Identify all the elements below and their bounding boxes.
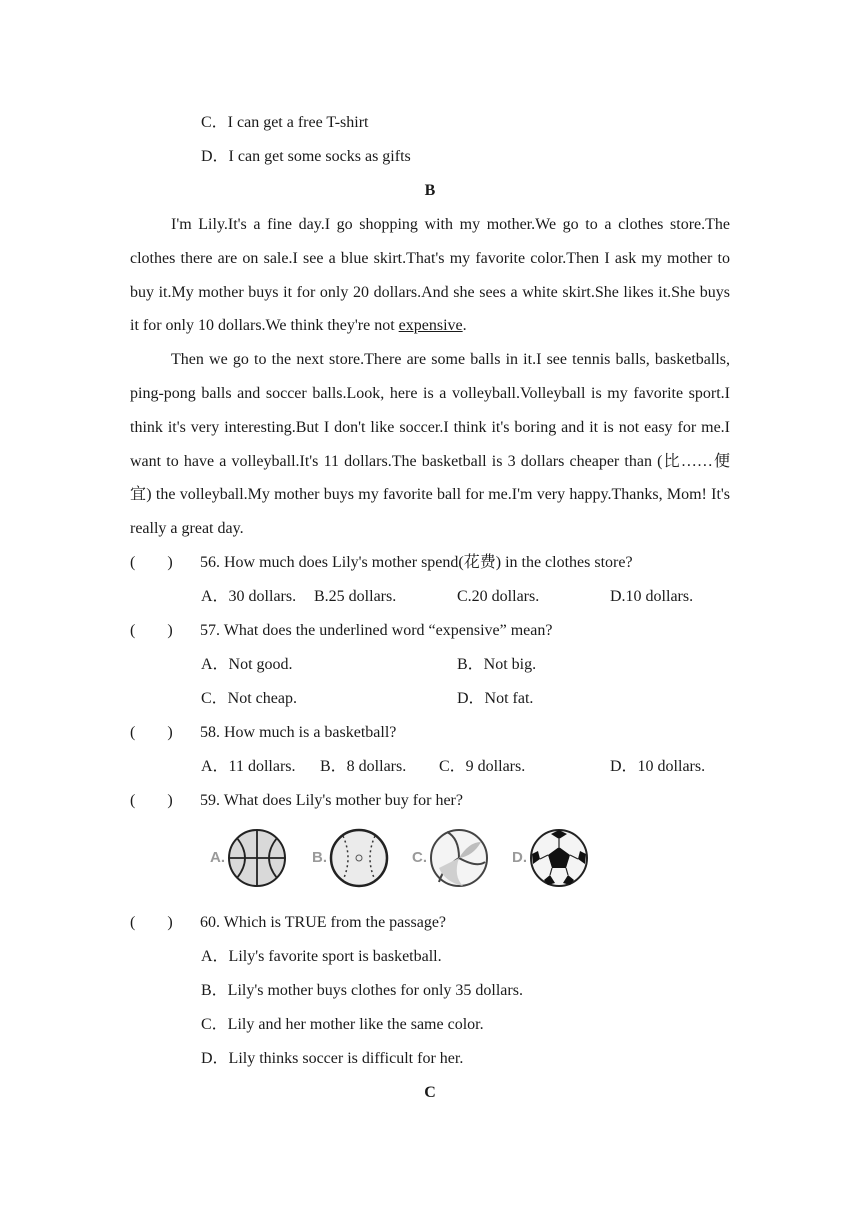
option-b: B．Not big. (457, 655, 537, 673)
question-59-pictures (130, 818, 730, 906)
option-c: C．Lily and her mother like the same color. (201, 1015, 484, 1033)
question-text: 59. What does Lily's mother buy for her? (200, 791, 463, 809)
option-b: B.25 dollars. (314, 587, 397, 605)
question-57-options-row1 (130, 648, 730, 682)
option-d: D．Not fat. (457, 689, 534, 707)
question-58-options (130, 750, 730, 784)
question-text: 58. How much is a basketball? (200, 723, 397, 741)
exam-page (130, 106, 730, 1110)
passage-paragraph-1: I'm Lily.It's a fine day.I go shopping with my mother.We go to a clothes store.The clothes there are on sale.I see a blue skirt.That's my favorite color.Then I ask my mother to buy it.My mother buys it for only 20 dollars.And she sees a white skirt.She likes it.She buys it for only 10 dollars.We think they're not expensive. (130, 216, 730, 335)
option-d: D.10 dollars. (610, 587, 694, 605)
option-b: B．Lily's mother buys clothes for only 35 dollars. (201, 981, 523, 999)
question-59 (130, 784, 730, 818)
prev-option-c: C．I can get a free T-shirt (201, 114, 369, 131)
section-heading-c: C (424, 1083, 436, 1101)
question-56-options (130, 580, 730, 614)
picture-option-c (412, 828, 489, 888)
picture-label: D. (512, 849, 527, 867)
answer-blank[interactable]: ( ) (130, 791, 173, 809)
question-56 (130, 546, 730, 580)
section-heading-b: B (424, 182, 436, 199)
option-c: C．Not cheap. (201, 689, 297, 707)
option-a: A．Not good. (201, 655, 293, 673)
option-d: D．Lily thinks soccer is difficult for her. (201, 1049, 464, 1067)
option-a: A．30 dollars. (201, 587, 297, 605)
picture-label: C. (412, 849, 427, 867)
question-text: 56. How much does Lily's mother spend(花费) in the clothes store? (200, 553, 633, 571)
picture-option-b (312, 828, 389, 888)
answer-blank[interactable]: ( ) (130, 723, 173, 741)
answer-blank[interactable]: ( ) (130, 553, 173, 571)
question-57-options-row2 (130, 682, 730, 716)
question-60 (130, 906, 730, 940)
passage-paragraph-2: Then we go to the next store.There are some balls in it.I see tennis balls, basketballs, ping-pong balls and soccer balls.Look, here is a volleyball.Volleyball is my favorite sport.I think it's very interesting.But I don't like soccer.I think it's boring and it is not easy for me.I want to have a volleyball.It's 11 dollars.The basketball is 3 dollars cheaper than (比……便宜) the volleyball.My mother buys my favorite ball for me.I'm very happy.Thanks, Mom! It's really a great day. (130, 351, 731, 538)
question-58 (130, 716, 730, 750)
question-57 (130, 614, 730, 648)
prev-option-d: D．I can get some socks as gifts (201, 148, 411, 165)
underlined-word: expensive (398, 317, 463, 335)
baseball-icon (329, 828, 389, 888)
option-c: C．9 dollars. (439, 757, 526, 775)
volleyball-icon (429, 828, 489, 888)
soccer-ball-icon (529, 828, 589, 888)
picture-label: A. (210, 849, 225, 867)
question-text: 57. What does the underlined word “expensive” mean? (200, 621, 553, 639)
option-a: A．11 dollars. (201, 757, 296, 775)
option-c: C.20 dollars. (457, 587, 540, 605)
picture-option-a (210, 828, 287, 888)
answer-blank[interactable]: ( ) (130, 913, 173, 931)
basketball-icon (227, 828, 287, 888)
option-b: B．8 dollars. (320, 757, 407, 775)
answer-blank[interactable]: ( ) (130, 621, 173, 639)
question-text: 60. Which is TRUE from the passage? (200, 913, 447, 931)
picture-label: B. (312, 849, 327, 867)
option-d: D．10 dollars. (610, 757, 706, 775)
option-a: A．Lily's favorite sport is basketball. (201, 947, 442, 965)
picture-option-d (512, 828, 589, 888)
